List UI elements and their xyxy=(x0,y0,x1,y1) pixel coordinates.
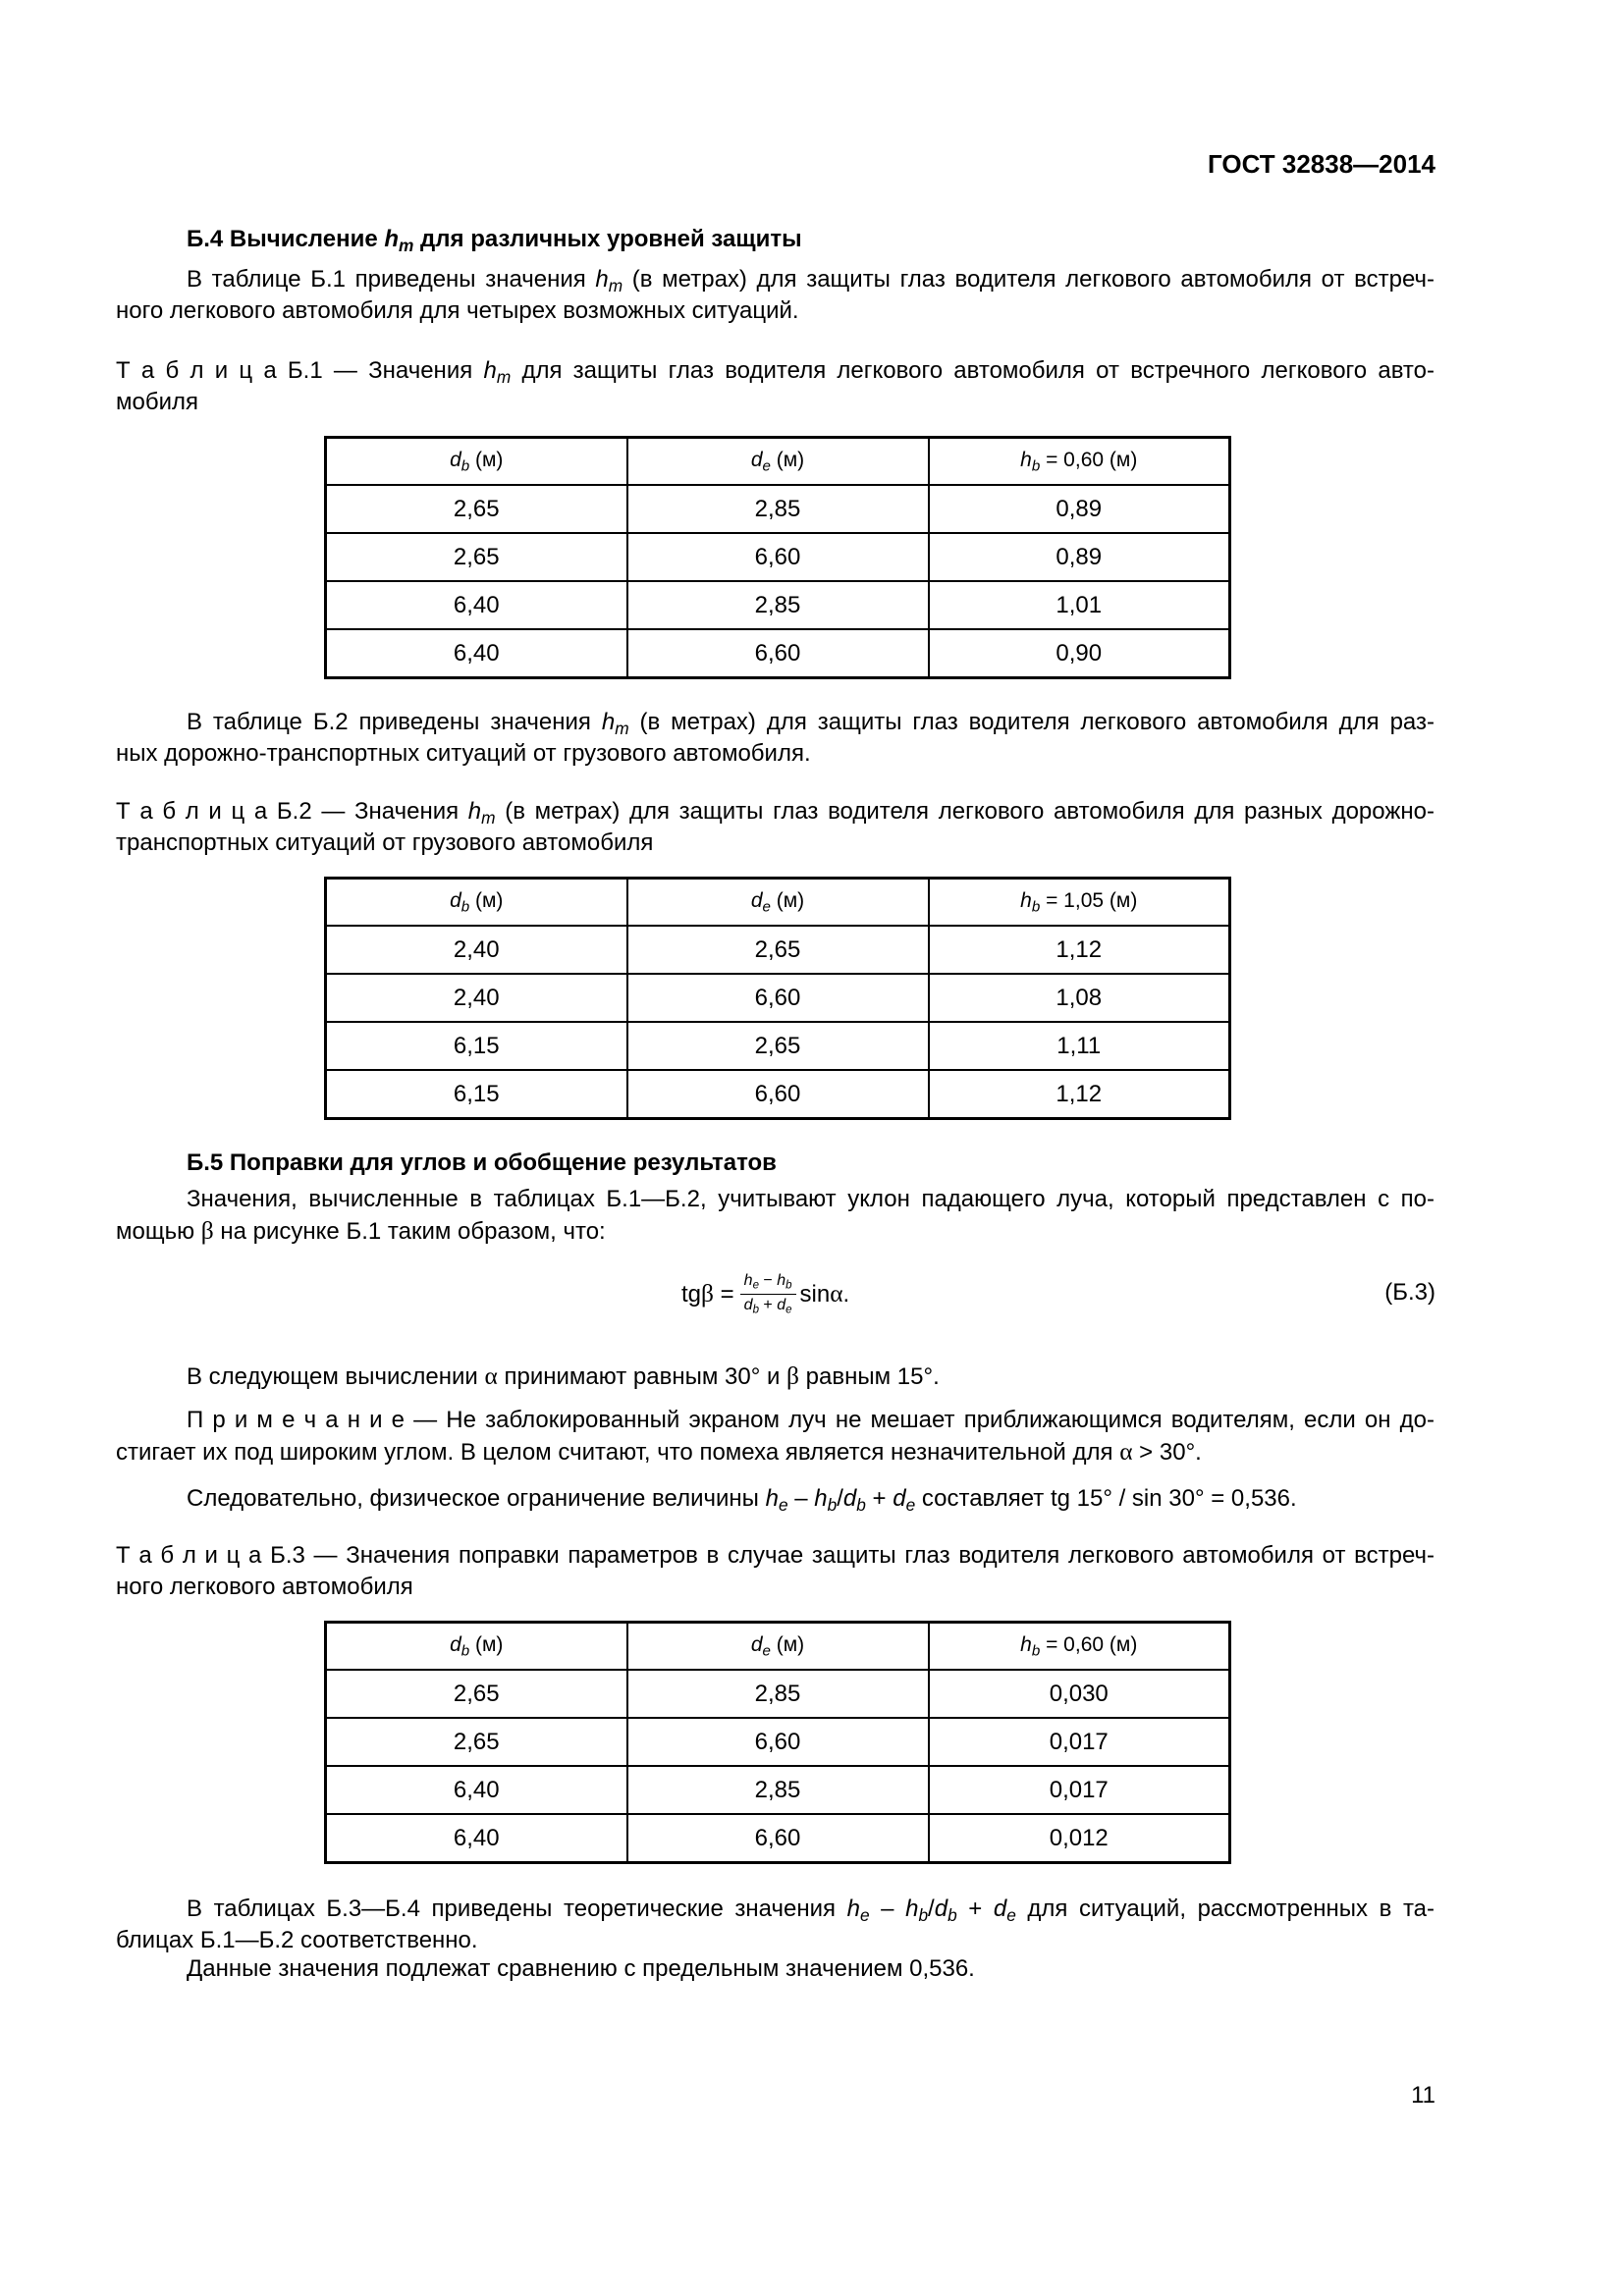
math-term xyxy=(467,798,496,828)
table-row xyxy=(326,533,1230,581)
fraction-denominator xyxy=(740,1295,796,1316)
standard-designation: ГОСТ 32838—2014 xyxy=(1208,149,1435,179)
table-cell: 2,65 xyxy=(326,485,627,533)
section-heading-b5 xyxy=(116,1148,1505,1179)
math-variable: h xyxy=(595,266,609,293)
table-cell: 1,12 xyxy=(929,926,1230,974)
text-line xyxy=(116,738,1435,770)
table-b3-caption xyxy=(116,1540,1435,1603)
text-run: Б.5 Поправки для углов и обобщение результатов xyxy=(187,1149,777,1176)
table-cell: 0,89 xyxy=(929,485,1230,533)
math-subscript: b xyxy=(918,1905,929,1926)
table-body xyxy=(326,485,1230,678)
table-cell: 2,65 xyxy=(627,1022,929,1070)
table-b1 xyxy=(324,436,1231,679)
table-header-row xyxy=(326,1623,1230,1671)
table-row xyxy=(326,1766,1230,1814)
table-cell: 6,15 xyxy=(326,1022,627,1070)
greek-symbol: α xyxy=(1119,1437,1133,1466)
text-run: В таблице Б.2 приведены значения xyxy=(187,709,602,735)
math-subscript: m xyxy=(399,236,414,256)
table-cell: 1,08 xyxy=(929,974,1230,1022)
text-run: (м) xyxy=(770,1633,805,1657)
table-row xyxy=(326,1718,1230,1766)
math-term xyxy=(450,449,470,475)
math-term xyxy=(595,266,623,296)
math-subscript: e xyxy=(762,457,771,475)
table-cell: 2,65 xyxy=(326,1718,627,1766)
table-row xyxy=(326,485,1230,533)
math-variable: h xyxy=(384,226,400,252)
table-row xyxy=(326,629,1230,678)
table-header-cell xyxy=(326,879,627,927)
text-run: Т а б л и ц а Б.3 — Значения поправки параметров в случае защиты глаз водителя легкового автомобиля от встреч- xyxy=(116,1542,1435,1569)
math-term xyxy=(842,1485,866,1516)
formula-lhs xyxy=(681,1279,734,1308)
math-term xyxy=(384,226,414,256)
table-row xyxy=(326,1814,1230,1863)
math-variable: d xyxy=(934,1896,948,1922)
table-head xyxy=(326,438,1230,486)
text-run: Данные значения подлежат сравнению с предельным значением 0,536. xyxy=(187,1955,975,1982)
text-run: ного легкового автомобиля для четырех возможных ситуаций. xyxy=(116,297,799,324)
math-term xyxy=(1020,889,1041,916)
page-number: 11 xyxy=(1411,2082,1435,2109)
table-row xyxy=(326,581,1230,629)
greek-symbol: β xyxy=(786,1362,799,1390)
table-cell: 6,40 xyxy=(326,629,627,678)
math-subscript: b xyxy=(752,1303,759,1315)
text-run: для защиты глаз водителя легкового автомобиля от встречного легкового авто- xyxy=(511,357,1435,384)
table-cell: 2,85 xyxy=(627,1670,929,1718)
text-run: – xyxy=(787,1485,815,1512)
text-run: для ситуаций, рассмотренных в та- xyxy=(1015,1896,1435,1922)
math-term xyxy=(934,1896,957,1926)
text-run: Т а б л и ц а Б.2 — Значения xyxy=(116,798,468,825)
table-header-cell xyxy=(326,1623,627,1671)
math-subscript: m xyxy=(608,276,623,296)
math-subscript: e xyxy=(762,898,771,916)
text-run: (м) xyxy=(469,449,504,472)
math-subscript: e xyxy=(778,1495,788,1516)
text-run: = xyxy=(713,1281,734,1308)
text-line xyxy=(116,1184,1435,1215)
text-line xyxy=(116,1953,1435,1985)
text-run: sin xyxy=(799,1281,831,1308)
table-row xyxy=(326,1670,1230,1718)
text-run: (в метрах) для защиты глаз водителя легкового автомобиля для раз- xyxy=(628,709,1435,735)
table-cell: 0,012 xyxy=(929,1814,1230,1863)
table-header-row xyxy=(326,879,1230,927)
math-subscript: b xyxy=(947,1905,957,1926)
formula-rhs xyxy=(800,1279,850,1308)
text-line xyxy=(116,828,1435,859)
table-cell: 0,017 xyxy=(929,1766,1230,1814)
math-term xyxy=(450,1633,470,1660)
table-cell: 2,65 xyxy=(326,1670,627,1718)
table-cell: 0,017 xyxy=(929,1718,1230,1766)
text-run: tg xyxy=(681,1281,702,1308)
table-cell: 1,11 xyxy=(929,1022,1230,1070)
table-cell: 6,60 xyxy=(627,1718,929,1766)
math-variable: h xyxy=(1020,449,1032,472)
table-cell: 0,030 xyxy=(929,1670,1230,1718)
math-term xyxy=(777,1297,791,1313)
math-subscript: b xyxy=(460,457,470,475)
math-subscript: b xyxy=(856,1495,866,1516)
math-subscript: b xyxy=(785,1278,792,1291)
math-variable: h xyxy=(483,357,497,384)
table-cell: 2,85 xyxy=(627,581,929,629)
math-subscript: e xyxy=(1006,1905,1016,1926)
math-term xyxy=(905,1896,929,1926)
math-subscript: m xyxy=(496,367,512,388)
text-run: для различных уровней защиты xyxy=(413,226,802,252)
table-header-cell xyxy=(627,1623,929,1671)
table-row xyxy=(326,1070,1230,1119)
math-term xyxy=(601,709,629,739)
math-variable: d xyxy=(450,889,461,913)
math-subscript: e xyxy=(785,1303,792,1315)
math-variable: h xyxy=(765,1485,779,1512)
math-variable: h xyxy=(1020,1633,1032,1657)
text-run: (м) xyxy=(770,889,805,913)
text-run: Т а б л и ц а Б.1 — Значения xyxy=(116,357,484,384)
text-line xyxy=(116,796,1435,828)
text-run: (в метрах) для защиты глаз водителя легкового автомобиля от встреч- xyxy=(623,266,1435,293)
text-run: Б.4 Вычисление xyxy=(187,226,385,252)
paragraph-theoretical-values xyxy=(116,1894,1435,1956)
math-subscript: b xyxy=(827,1495,838,1516)
paragraph-angle-values xyxy=(116,1361,1435,1392)
text-line xyxy=(116,387,1435,418)
math-subscript: b xyxy=(1031,898,1041,916)
math-variable: d xyxy=(893,1485,906,1512)
text-line xyxy=(116,355,1435,387)
text-run: + xyxy=(956,1896,994,1922)
math-variable: d xyxy=(450,449,461,472)
table-header-cell xyxy=(929,438,1230,486)
text-run: = 0,60 (м) xyxy=(1040,449,1138,472)
math-term xyxy=(814,1485,838,1516)
math-variable: d xyxy=(993,1896,1007,1922)
table-cell: 6,60 xyxy=(627,629,929,678)
text-run: стигает их под широким углом. В целом считают, что помеха является незначительной для xyxy=(116,1439,1120,1466)
math-subscript: b xyxy=(460,1642,470,1660)
text-run: блицах Б.1—Б.2 соответственно. xyxy=(116,1927,478,1953)
text-line xyxy=(116,1572,1435,1603)
text-run: на рисунке Б.1 таким образом, что: xyxy=(213,1218,606,1245)
table-head xyxy=(326,1623,1230,1671)
text-line xyxy=(116,1361,1435,1392)
table-b1-caption xyxy=(116,355,1435,418)
text-run: (в метрах) для защиты глаз водителя легкового автомобиля для разных дорожно- xyxy=(495,798,1435,825)
table-head xyxy=(326,879,1230,927)
math-term xyxy=(893,1485,916,1516)
text-run: Следовательно, физическое ограничение величины xyxy=(187,1485,766,1512)
paragraph-comparison xyxy=(116,1953,1435,1985)
math-term xyxy=(483,357,512,388)
table-body xyxy=(326,926,1230,1119)
table-row xyxy=(326,926,1230,974)
text-run: принимают равным 30° и xyxy=(497,1363,787,1390)
math-term xyxy=(1020,1633,1041,1660)
math-term xyxy=(750,1633,771,1660)
text-line xyxy=(116,1405,1435,1436)
math-subscript: b xyxy=(1031,1642,1041,1660)
math-variable: h xyxy=(601,709,616,735)
table-header-cell xyxy=(929,879,1230,927)
greek-symbol: β xyxy=(701,1279,714,1308)
text-run: > 30°. xyxy=(1132,1439,1202,1466)
text-run: / xyxy=(837,1485,843,1512)
text-run: Значения, вычисленные в таблицах Б.1—Б.2, учитывают уклон падающего луча, который представлен с по- xyxy=(187,1186,1435,1212)
text-run: ных дорожно-транспортных ситуаций от грузового автомобиля. xyxy=(116,740,811,767)
table-cell: 0,89 xyxy=(929,533,1230,581)
text-run: − xyxy=(758,1271,778,1289)
table-row xyxy=(326,1022,1230,1070)
math-term xyxy=(777,1272,791,1289)
note-paragraph xyxy=(116,1405,1435,1468)
math-variable: h xyxy=(846,1896,860,1922)
text-line xyxy=(116,1894,1435,1925)
math-variable: d xyxy=(750,449,763,472)
text-run: В следующем вычислении xyxy=(187,1363,485,1390)
greek-symbol: β xyxy=(200,1216,214,1245)
math-variable: d xyxy=(750,889,763,913)
math-variable: d xyxy=(777,1296,786,1313)
table-row xyxy=(326,974,1230,1022)
table-b2 xyxy=(324,877,1231,1120)
text-line xyxy=(116,1925,1435,1956)
math-subscript: e xyxy=(905,1495,916,1516)
math-variable: h xyxy=(905,1896,919,1922)
math-variable: d xyxy=(750,1633,763,1657)
table-cell: 6,60 xyxy=(627,974,929,1022)
table-header-cell xyxy=(627,879,929,927)
text-run: / xyxy=(928,1896,935,1922)
paragraph-angle-intro xyxy=(116,1184,1435,1247)
math-subscript: m xyxy=(481,808,496,828)
text-run: П р и м е ч а н и е — Не заблокированный экраном луч не мешает приближающимся водителям, если он до- xyxy=(187,1407,1435,1433)
equation-number: (Б.3) xyxy=(1384,1279,1435,1306)
table-header-cell xyxy=(627,438,929,486)
text-run: = 0,60 (м) xyxy=(1040,1633,1138,1657)
math-subscript: e xyxy=(752,1278,759,1291)
math-subscript: m xyxy=(615,719,629,739)
table-cell: 2,40 xyxy=(326,974,627,1022)
table-cell: 0,90 xyxy=(929,629,1230,678)
math-variable: h xyxy=(743,1271,753,1289)
table-cell: 6,60 xyxy=(627,533,929,581)
text-run: (м) xyxy=(770,449,805,472)
text-line xyxy=(116,707,1435,738)
text-line xyxy=(116,295,1435,327)
math-term xyxy=(765,1485,788,1516)
paragraph-physical-limit xyxy=(116,1483,1435,1515)
table-cell: 2,85 xyxy=(627,1766,929,1814)
text-run: . xyxy=(842,1281,850,1308)
table-cell: 1,01 xyxy=(929,581,1230,629)
math-subscript: e xyxy=(859,1905,870,1926)
greek-symbol: α xyxy=(484,1362,498,1390)
greek-symbol: α xyxy=(830,1279,843,1308)
math-term xyxy=(993,1896,1016,1926)
text-line xyxy=(116,1483,1435,1515)
math-term xyxy=(750,889,771,916)
text-run: В таблице Б.1 приведены значения xyxy=(187,266,596,293)
table-b3 xyxy=(324,1621,1231,1864)
table-cell: 2,65 xyxy=(326,533,627,581)
math-term xyxy=(744,1297,759,1313)
formula-fraction xyxy=(740,1272,796,1316)
text-run: – xyxy=(869,1896,906,1922)
math-variable: h xyxy=(1020,889,1032,913)
table-header-cell xyxy=(929,1623,1230,1671)
table-cell: 6,15 xyxy=(326,1070,627,1119)
math-subscript: b xyxy=(1031,457,1041,475)
text-run: равным 15°. xyxy=(799,1363,940,1390)
text-run: = 1,05 (м) xyxy=(1040,889,1138,913)
math-variable: d xyxy=(743,1296,753,1313)
text-run: мощью xyxy=(116,1218,201,1245)
table-cell: 6,60 xyxy=(627,1070,929,1119)
table-header-row xyxy=(326,438,1230,486)
paragraph-table-b1-intro xyxy=(116,264,1435,327)
math-variable: h xyxy=(814,1485,828,1512)
table-cell: 2,65 xyxy=(627,926,929,974)
table-b2-caption xyxy=(116,796,1435,859)
text-run: (м) xyxy=(469,1633,504,1657)
table-header-cell xyxy=(326,438,627,486)
table-cell: 6,40 xyxy=(326,1766,627,1814)
math-variable: d xyxy=(450,1633,461,1657)
table-cell: 6,40 xyxy=(326,1814,627,1863)
math-variable: h xyxy=(777,1271,786,1289)
table-cell: 2,40 xyxy=(326,926,627,974)
section-heading-b4 xyxy=(116,224,1505,255)
text-run: ного легкового автомобиля xyxy=(116,1574,413,1600)
text-line xyxy=(116,1436,1435,1468)
math-variable: d xyxy=(842,1485,857,1512)
table-cell: 2,85 xyxy=(627,485,929,533)
math-subscript: e xyxy=(762,1642,771,1660)
math-term xyxy=(744,1272,759,1289)
text-run: составляет tg 15° / sin 30° = 0,536. xyxy=(915,1485,1297,1512)
math-term xyxy=(846,1896,870,1926)
table-cell: 1,12 xyxy=(929,1070,1230,1119)
text-line xyxy=(116,1540,1435,1572)
math-term xyxy=(750,449,771,475)
table-cell: 6,60 xyxy=(627,1814,929,1863)
table-body xyxy=(326,1670,1230,1863)
text-run: транспортных ситуаций от грузового автомобиля xyxy=(116,829,654,856)
text-run: В таблицах Б.3—Б.4 приведены теоретические значения xyxy=(187,1896,847,1922)
text-run: + xyxy=(758,1296,778,1313)
text-line xyxy=(116,1215,1435,1247)
math-term xyxy=(1020,449,1041,475)
text-run: (м) xyxy=(469,889,504,913)
paragraph-table-b2-intro xyxy=(116,707,1435,770)
math-variable: h xyxy=(467,798,482,825)
text-run: + xyxy=(865,1485,893,1512)
math-term xyxy=(450,889,470,916)
text-run: мобиля xyxy=(116,389,198,415)
math-subscript: b xyxy=(460,898,470,916)
text-line xyxy=(116,264,1435,295)
fraction-numerator xyxy=(740,1272,796,1295)
formula-b3 xyxy=(681,1266,849,1321)
table-cell: 6,40 xyxy=(326,581,627,629)
